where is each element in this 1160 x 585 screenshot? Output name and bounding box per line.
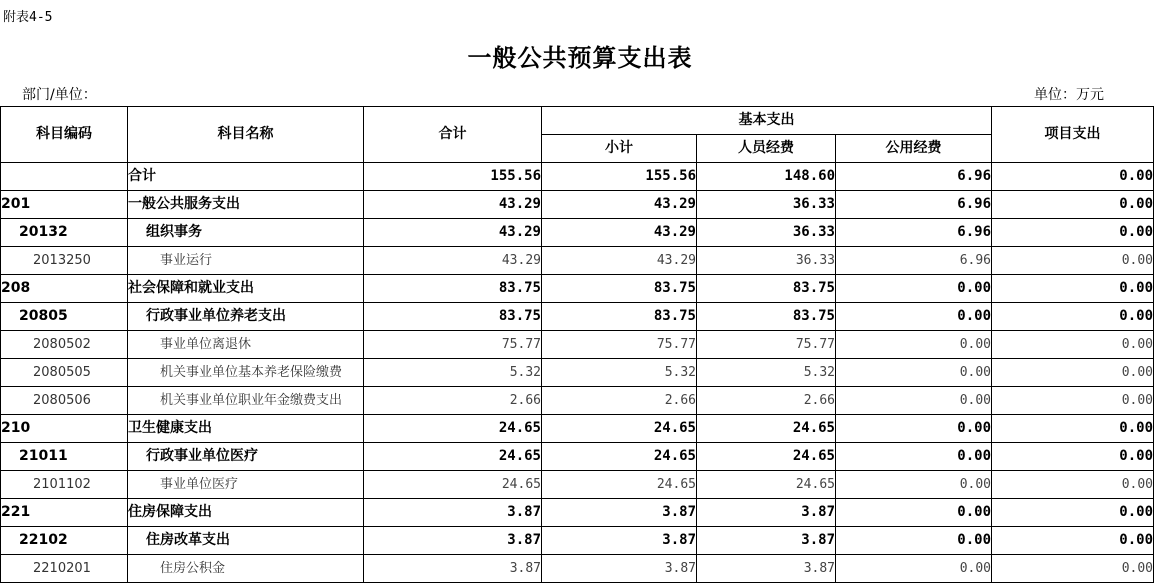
cell-public: 0.00: [836, 415, 992, 443]
table-row: [1, 163, 1154, 191]
header-name: 科目名称: [128, 107, 364, 163]
cell-subtotal: 24.65: [542, 443, 697, 471]
cell-project: 0.00: [992, 303, 1154, 331]
cell-public: 0.00: [836, 387, 992, 415]
table-row: [1, 247, 1154, 275]
table-row: [1, 219, 1154, 247]
page-title: 一般公共预算支出表: [467, 43, 693, 72]
cell-name: 合计: [128, 163, 364, 191]
cell-public: 6.96: [836, 163, 992, 191]
cell-subtotal: 24.65: [542, 471, 697, 499]
cell-subtotal: 83.75: [542, 303, 697, 331]
cell-name: 住房公积金: [128, 555, 364, 583]
header-project: 项目支出: [992, 107, 1154, 163]
cell-project: 0.00: [992, 415, 1154, 443]
cell-code: 2080502: [1, 331, 128, 359]
cell-project: 0.00: [992, 219, 1154, 247]
cell-name: 行政事业单位养老支出: [128, 303, 364, 331]
cell-name: 机关事业单位基本养老保险缴费: [128, 359, 364, 387]
header-basic: 基本支出: [542, 107, 992, 135]
cell-total: 24.65: [364, 415, 542, 443]
cell-project: 0.00: [992, 387, 1154, 415]
cell-total: 3.87: [364, 499, 542, 527]
cell-name: 组织事务: [128, 219, 364, 247]
cell-personnel: 83.75: [697, 303, 836, 331]
cell-total: 24.65: [364, 471, 542, 499]
cell-name: 住房改革支出: [128, 527, 364, 555]
cell-code: 20805: [1, 303, 128, 331]
cell-personnel: 3.87: [697, 527, 836, 555]
table-row: [1, 331, 1154, 359]
cell-project: 0.00: [992, 527, 1154, 555]
cell-project: 0.00: [992, 499, 1154, 527]
cell-public: 0.00: [836, 555, 992, 583]
cell-project: 0.00: [992, 163, 1154, 191]
cell-code: [1, 163, 128, 191]
cell-project: 0.00: [992, 247, 1154, 275]
table-row: [1, 443, 1154, 471]
table-row: [1, 387, 1154, 415]
cell-name: 社会保障和就业支出: [128, 275, 364, 303]
header-code: 科目编码: [1, 107, 128, 163]
cell-subtotal: 3.87: [542, 499, 697, 527]
cell-personnel: 24.65: [697, 415, 836, 443]
cell-personnel: 3.87: [697, 555, 836, 583]
header-personnel: 人员经费: [697, 135, 836, 163]
cell-subtotal: 43.29: [542, 219, 697, 247]
cell-personnel: 148.60: [697, 163, 836, 191]
cell-subtotal: 43.29: [542, 191, 697, 219]
cell-subtotal: 3.87: [542, 527, 697, 555]
cell-code: 2080505: [1, 359, 128, 387]
cell-name: 一般公共服务支出: [128, 191, 364, 219]
department-label: 部门/单位：: [22, 87, 97, 103]
cell-total: 75.77: [364, 331, 542, 359]
table-row: [1, 415, 1154, 443]
cell-code: 2210201: [1, 555, 128, 583]
cell-personnel: 5.32: [697, 359, 836, 387]
cell-total: 5.32: [364, 359, 542, 387]
cell-name: 事业单位离退休: [128, 331, 364, 359]
cell-name: 卫生健康支出: [128, 415, 364, 443]
cell-project: 0.00: [992, 275, 1154, 303]
header-public: 公用经费: [836, 135, 992, 163]
cell-code: 208: [1, 275, 128, 303]
cell-total: 3.87: [364, 555, 542, 583]
cell-project: 0.00: [992, 471, 1154, 499]
cell-total: 43.29: [364, 191, 542, 219]
unit-label: 单位：万元: [1034, 87, 1104, 103]
cell-total: 3.87: [364, 527, 542, 555]
cell-subtotal: 43.29: [542, 247, 697, 275]
cell-subtotal: 155.56: [542, 163, 697, 191]
cell-project: 0.00: [992, 331, 1154, 359]
cell-public: 6.96: [836, 219, 992, 247]
cell-subtotal: 5.32: [542, 359, 697, 387]
table-row: [1, 359, 1154, 387]
cell-code: 221: [1, 499, 128, 527]
cell-subtotal: 75.77: [542, 331, 697, 359]
budget-table: [0, 106, 1154, 583]
table-row: [1, 191, 1154, 219]
cell-code: 2013250: [1, 247, 128, 275]
cell-name: 住房保障支出: [128, 499, 364, 527]
cell-personnel: 36.33: [697, 247, 836, 275]
header-subtotal: 小计: [542, 135, 697, 163]
table-row: [1, 555, 1154, 583]
cell-personnel: 24.65: [697, 443, 836, 471]
cell-code: 210: [1, 415, 128, 443]
cell-personnel: 2.66: [697, 387, 836, 415]
cell-subtotal: 2.66: [542, 387, 697, 415]
cell-total: 83.75: [364, 303, 542, 331]
cell-total: 155.56: [364, 163, 542, 191]
table-row: [1, 275, 1154, 303]
cell-name: 行政事业单位医疗: [128, 443, 364, 471]
table-row: [1, 303, 1154, 331]
cell-name: 机关事业单位职业年金缴费支出: [128, 387, 364, 415]
cell-name: 事业单位医疗: [128, 471, 364, 499]
cell-personnel: 83.75: [697, 275, 836, 303]
cell-personnel: 75.77: [697, 331, 836, 359]
cell-name: 事业运行: [128, 247, 364, 275]
cell-personnel: 36.33: [697, 219, 836, 247]
cell-public: 0.00: [836, 303, 992, 331]
cell-total: 2.66: [364, 387, 542, 415]
header-total: 合计: [364, 107, 542, 163]
cell-subtotal: 83.75: [542, 275, 697, 303]
cell-public: 0.00: [836, 331, 992, 359]
cell-public: 0.00: [836, 443, 992, 471]
cell-total: 24.65: [364, 443, 542, 471]
cell-personnel: 36.33: [697, 191, 836, 219]
attachment-label: 附表4-5: [3, 10, 53, 25]
table-body: [1, 163, 1154, 583]
cell-code: 201: [1, 191, 128, 219]
cell-public: 0.00: [836, 275, 992, 303]
cell-project: 0.00: [992, 555, 1154, 583]
table-row: [1, 471, 1154, 499]
cell-project: 0.00: [992, 191, 1154, 219]
cell-total: 83.75: [364, 275, 542, 303]
table-row: [1, 527, 1154, 555]
cell-public: 0.00: [836, 359, 992, 387]
cell-total: 43.29: [364, 247, 542, 275]
cell-public: 6.96: [836, 247, 992, 275]
cell-code: 21011: [1, 443, 128, 471]
cell-total: 43.29: [364, 219, 542, 247]
cell-project: 0.00: [992, 359, 1154, 387]
cell-personnel: 24.65: [697, 471, 836, 499]
cell-public: 6.96: [836, 191, 992, 219]
cell-code: 20132: [1, 219, 128, 247]
cell-public: 0.00: [836, 499, 992, 527]
cell-code: 22102: [1, 527, 128, 555]
cell-public: 0.00: [836, 527, 992, 555]
cell-code: 2080506: [1, 387, 128, 415]
cell-project: 0.00: [992, 443, 1154, 471]
table-row: [1, 499, 1154, 527]
cell-code: 2101102: [1, 471, 128, 499]
cell-subtotal: 24.65: [542, 415, 697, 443]
cell-personnel: 3.87: [697, 499, 836, 527]
cell-public: 0.00: [836, 471, 992, 499]
cell-subtotal: 3.87: [542, 555, 697, 583]
